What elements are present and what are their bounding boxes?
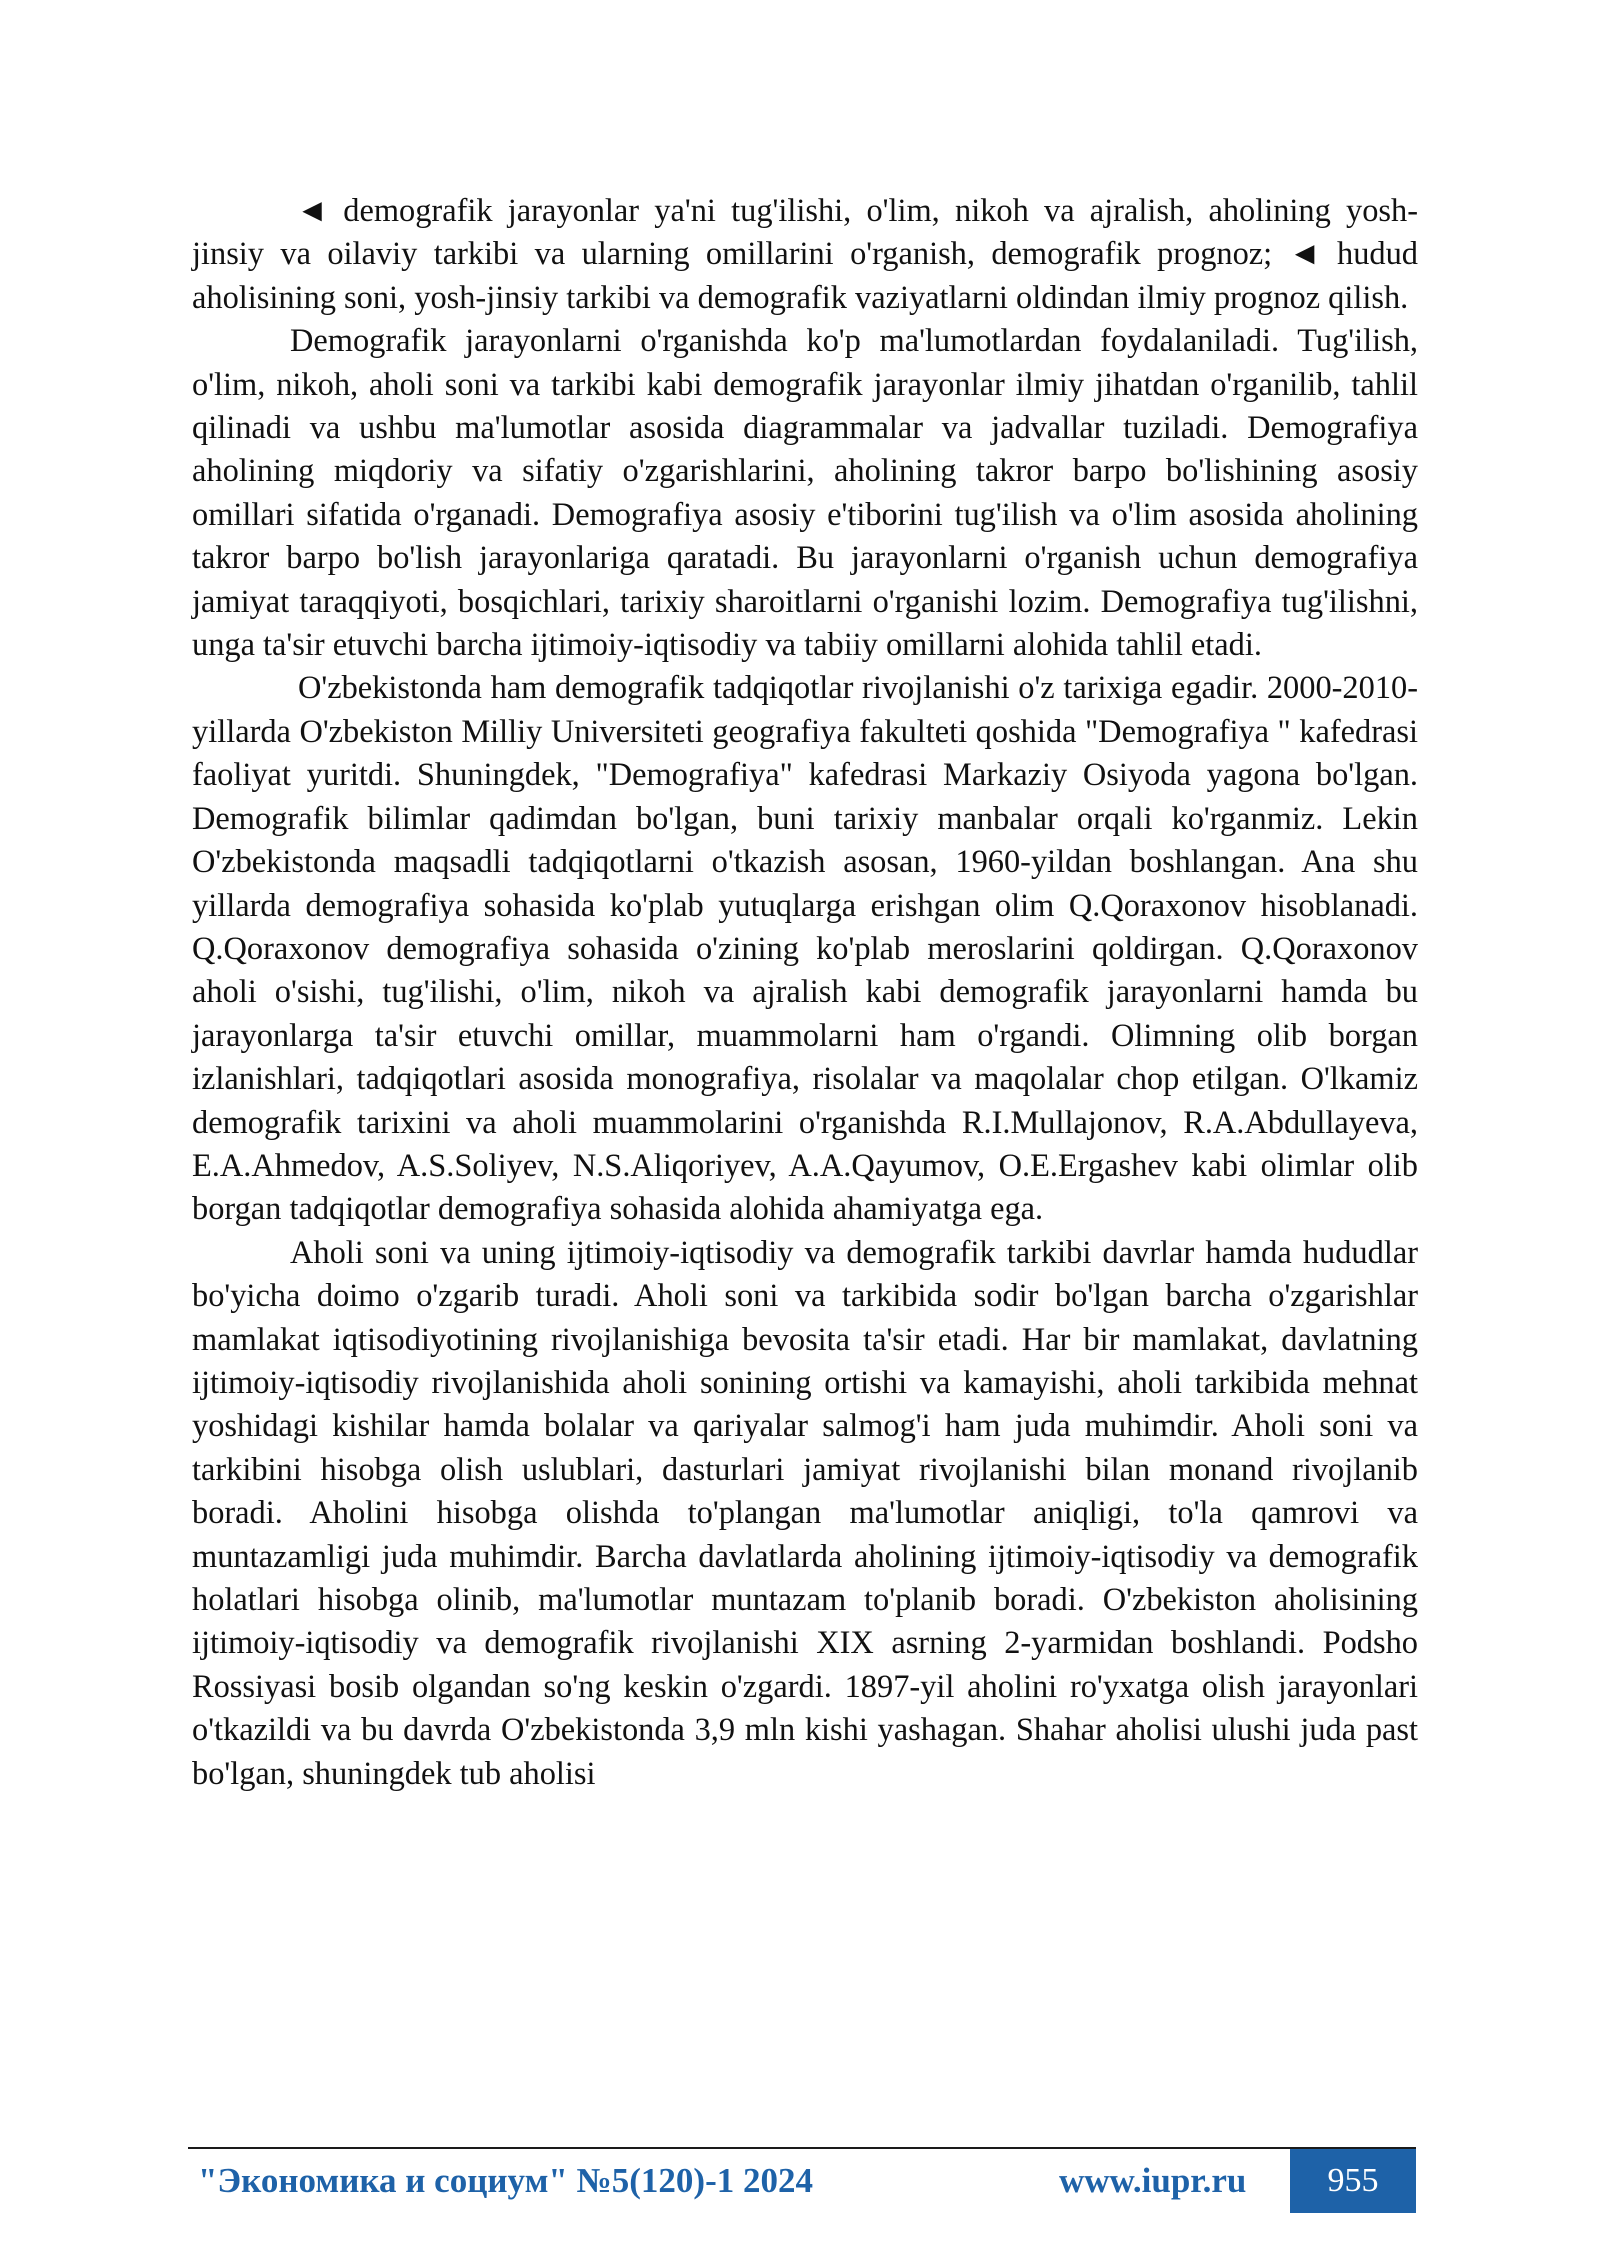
paragraph-2: Demografik jarayonlarni o'rganishda ko'p ma'lumotlardan foydalaniladi. Tug'ilish, o'lim, nikoh, aholi soni va tarkibi kabi demografik jarayonlar ilmiy jihatdan o'rganilib, tahlil qilinadi va ushbu ma'lumotlar asosida diagrammalar va jadvallar tuziladi. Demografiya aholining miqdoriy va sifatiy o'zgarishlarini, aholining takror barpo bo'lishining asosiy omillari sifatida o'rganadi. Demografiya asosiy e'tiborini tug'ilish va o'lim asosida aholining takror barpo bo'lish jarayonlariga qaratadi. Bu jarayonlarni o'rganish uchun demografiya jamiyat taraqqiyoti, bosqichlari, tarixiy sharoitlarni o'rganishi lozim. Demografiya tug'ilishni, unga ta'sir etuvchi barcha ijtimoiy-iqtisodiy va tabiiy omillarni alohida tahlil etadi. — [192, 323, 1418, 664]
paragraph-3: O'zbekistonda ham demografik tadqiqotlar rivojlanishi o'z tarixiga egadir. 2000-2010-yillarda O'zbekiston Milliy Universiteti geografiya fakulteti qoshida "Demografiya " kafedrasi faoliyat yuritdi. Shuningdek, "Demografiya" kafedrasi Markaziy Osiyoda yagona bo'lgan. Demografik bilimlar qadimdan bo'lgan, buni tarixiy manbalar orqali ko'rganmiz. Lekin O'zbekistonda maqsadli tadqiqotlarni o'tkazish asosan, 1960-yildan boshlangan. Ana shu yillarda demografiya sohasida ko'plab yutuqlarga erishgan olim Q.Qoraxonov hisoblanadi. Q.Qoraxonov demografiya sohasida o'zining ko'plab meroslarini qoldirgan. Q.Qoraxonov aholi o'sishi, tug'ilishi, o'lim, nikoh va ajralish kabi demografik jarayonlarni hamda bu jarayonlarga ta'sir etuvchi omillar, muammolarni ham o'rgandi. Olimning olib borgan izlanishlari, tadqiqotlari asosida monografiya, risolalar va maqolalar chop etilgan. O'lkamiz demografik tarixini va aholi muammolarini o'rganishda R.I.Mullajonov, R.A.Abdullayeva, E.A.Ahmedov, A.S.Soliyev, N.S.Aliqoriyev, A.A.Qayumov, O.E.Ergashev kabi olimlar olib borgan tadqiqotlar demografiya sohasida alohida ahamiyatga ega. — [192, 670, 1418, 1228]
article-body — [192, 190, 1418, 1796]
footer-divider — [188, 2147, 1416, 2149]
paragraph-1: ◄ demografik jarayonlar ya'ni tug'ilishi, o'lim, nikoh va ajralish, aholining yosh-jinsiy va oilaviy tarkibi va ularning omillarini o'rganish, demografik prognoz; ◄ hudud aholisining soni, yosh-jinsiy tarkibi va demografik vaziyatlarni oldindan ilmiy prognoz qilish. — [192, 193, 1418, 316]
footer-journal-title: "Экономика и социум" №5(120)-1 2024 — [198, 2161, 813, 2200]
paragraph-4: Aholi soni va uning ijtimoiy-iqtisodiy va demografik tarkibi davrlar hamda hududlar bo'yicha doimo o'zgarib turadi. Aholi soni va tarkibida sodir bo'lgan barcha o'zgarishlar mamlakat iqtisodiyotining rivojlanishiga bevosita ta'sir etadi. Har bir mamlakat, davlatning ijtimoiy-iqtisodiy rivojlanishida aholi sonining ortishi va kamayishi, aholi tarkibida mehnat yoshidagi kishilar hamda bolalar va qariyalar salmog'i ham juda muhimdir. Aholi soni va tarkibini hisobga olish uslublari, dasturlari jamiyat rivojlanishi bilan monand rivojlanib boradi. Aholini hisobga olishda to'plangan ma'lumotlar aniqligi, to'la qamrovi va muntazamligi juda muhimdir. Barcha davlatlarda aholining ijtimoiy-iqtisodiy va demografik holatlari hisobga olinib, ma'lumotlar muntazam to'planib boradi. O'zbekiston aholisining ijtimoiy-iqtisodiy va demografik rivojlanishi XIX asrning 2-yarmidan boshlandi. Podsho Rossiyasi bosib olgandan so'ng keskin o'zgardi. 1897-yil aholini ro'yxatga olish jarayonlari o'tkazildi va bu davrda O'zbekistonda 3,9 mln kishi yashagan. Shahar aholisi ulushi juda past bo'lgan, shuningdek tub aholisi — [192, 1234, 1418, 1792]
page-number-badge: 955 — [1290, 2149, 1416, 2213]
footer-website-link[interactable]: www.iupr.ru — [1059, 2161, 1247, 2200]
